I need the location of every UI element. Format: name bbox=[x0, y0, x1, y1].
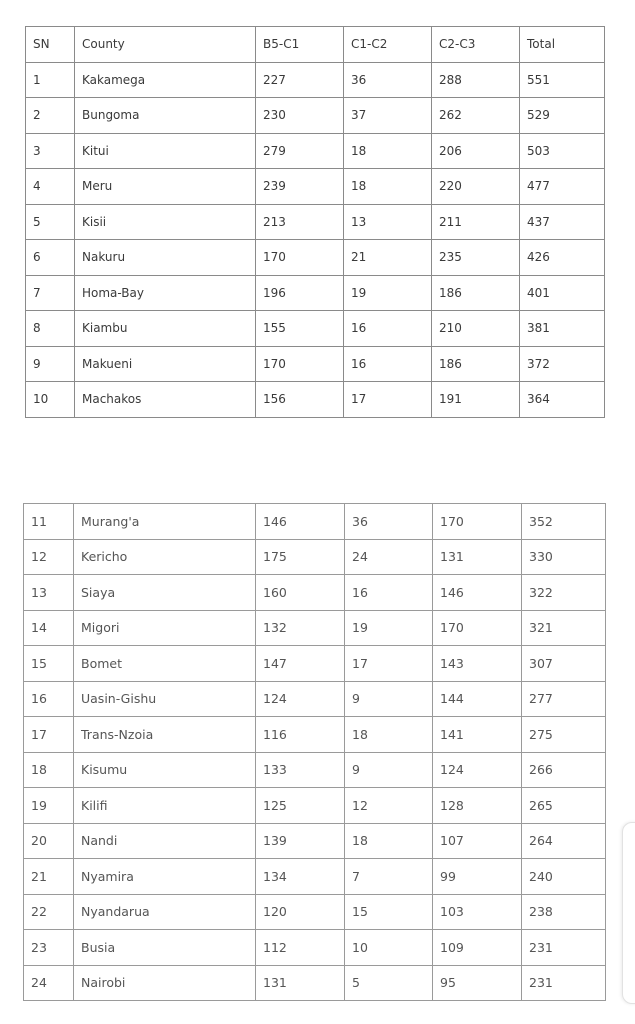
header-cell-c2-c3: C2-C3 bbox=[432, 27, 520, 63]
cell-c2-c3: 186 bbox=[432, 346, 520, 382]
cell-sn: 6 bbox=[26, 240, 75, 276]
cell-total: 551 bbox=[520, 62, 605, 98]
cell-sn: 7 bbox=[26, 275, 75, 311]
cell-total: 426 bbox=[520, 240, 605, 276]
cell-b5-c1: 213 bbox=[256, 204, 344, 240]
cell-sn: 21 bbox=[24, 859, 74, 895]
cell-total: 364 bbox=[520, 382, 605, 418]
table-row bbox=[24, 539, 606, 575]
cell-c2-c3: 141 bbox=[433, 717, 522, 753]
cell-c1-c2: 36 bbox=[344, 62, 432, 98]
table-row bbox=[24, 823, 606, 859]
cell-b5-c1: 156 bbox=[256, 382, 344, 418]
cell-c1-c2: 16 bbox=[345, 575, 433, 611]
cell-county: Uasin-Gishu bbox=[74, 681, 256, 717]
cell-b5-c1: 133 bbox=[256, 752, 345, 788]
cell-c1-c2: 17 bbox=[345, 646, 433, 682]
table-row bbox=[24, 504, 606, 540]
cell-sn: 5 bbox=[26, 204, 75, 240]
cell-county: Kakamega bbox=[75, 62, 256, 98]
table-top-body bbox=[26, 27, 605, 418]
cell-county: Kiambu bbox=[75, 311, 256, 347]
cell-c1-c2: 10 bbox=[345, 930, 433, 966]
cell-sn: 8 bbox=[26, 311, 75, 347]
table-row bbox=[24, 752, 606, 788]
cell-total: 238 bbox=[522, 894, 606, 930]
cell-total: 321 bbox=[522, 610, 606, 646]
cell-b5-c1: 170 bbox=[256, 346, 344, 382]
cell-total: 240 bbox=[522, 859, 606, 895]
cell-county: Siaya bbox=[74, 575, 256, 611]
cell-sn: 1 bbox=[26, 62, 75, 98]
cell-sn: 24 bbox=[24, 965, 74, 1001]
cell-b5-c1: 227 bbox=[256, 62, 344, 98]
table-row bbox=[24, 788, 606, 824]
cell-county: Murang'a bbox=[74, 504, 256, 540]
table-row bbox=[24, 894, 606, 930]
cell-county: Nyamira bbox=[74, 859, 256, 895]
header-cell-county: County bbox=[75, 27, 256, 63]
cell-county: Bomet bbox=[74, 646, 256, 682]
cell-b5-c1: 147 bbox=[256, 646, 345, 682]
floating-side-panel[interactable] bbox=[622, 822, 635, 1004]
cell-sn: 19 bbox=[24, 788, 74, 824]
table-row bbox=[26, 240, 605, 276]
cell-c2-c3: 206 bbox=[432, 133, 520, 169]
cell-total: 322 bbox=[522, 575, 606, 611]
cell-c1-c2: 18 bbox=[345, 823, 433, 859]
table-row bbox=[26, 346, 605, 382]
cell-c1-c2: 17 bbox=[344, 382, 432, 418]
cell-county: Kisumu bbox=[74, 752, 256, 788]
cell-county: Trans-Nzoia bbox=[74, 717, 256, 753]
cell-c2-c3: 143 bbox=[433, 646, 522, 682]
cell-c2-c3: 95 bbox=[433, 965, 522, 1001]
cell-c2-c3: 211 bbox=[432, 204, 520, 240]
cell-b5-c1: 131 bbox=[256, 965, 345, 1001]
cell-total: 330 bbox=[522, 539, 606, 575]
cell-county: Bungoma bbox=[75, 98, 256, 134]
county-ranking-table-top bbox=[25, 26, 605, 418]
cell-county: Nyandarua bbox=[74, 894, 256, 930]
cell-total: 401 bbox=[520, 275, 605, 311]
cell-sn: 22 bbox=[24, 894, 74, 930]
table-row bbox=[24, 575, 606, 611]
cell-b5-c1: 146 bbox=[256, 504, 345, 540]
table-row bbox=[24, 646, 606, 682]
cell-total: 381 bbox=[520, 311, 605, 347]
cell-c1-c2: 36 bbox=[345, 504, 433, 540]
cell-c1-c2: 24 bbox=[345, 539, 433, 575]
cell-county: Kilifi bbox=[74, 788, 256, 824]
cell-b5-c1: 279 bbox=[256, 133, 344, 169]
cell-b5-c1: 170 bbox=[256, 240, 344, 276]
cell-total: 437 bbox=[520, 204, 605, 240]
cell-c1-c2: 16 bbox=[344, 311, 432, 347]
cell-sn: 17 bbox=[24, 717, 74, 753]
cell-c1-c2: 13 bbox=[344, 204, 432, 240]
cell-total: 352 bbox=[522, 504, 606, 540]
cell-total: 277 bbox=[522, 681, 606, 717]
cell-total: 266 bbox=[522, 752, 606, 788]
cell-sn: 15 bbox=[24, 646, 74, 682]
cell-sn: 3 bbox=[26, 133, 75, 169]
cell-c1-c2: 5 bbox=[345, 965, 433, 1001]
cell-c1-c2: 18 bbox=[345, 717, 433, 753]
cell-b5-c1: 196 bbox=[256, 275, 344, 311]
cell-b5-c1: 120 bbox=[256, 894, 345, 930]
cell-c2-c3: 170 bbox=[433, 610, 522, 646]
cell-total: 372 bbox=[520, 346, 605, 382]
cell-c1-c2: 9 bbox=[345, 752, 433, 788]
table-bottom-body bbox=[24, 503, 606, 1001]
cell-sn: 16 bbox=[24, 681, 74, 717]
table-header-row bbox=[26, 27, 605, 63]
cell-sn: 20 bbox=[24, 823, 74, 859]
table-row bbox=[24, 717, 606, 753]
cell-c1-c2: 9 bbox=[345, 681, 433, 717]
cell-sn: 11 bbox=[24, 504, 74, 540]
cell-sn: 4 bbox=[26, 169, 75, 205]
cell-b5-c1: 175 bbox=[256, 539, 345, 575]
table-row bbox=[26, 133, 605, 169]
cell-c1-c2: 16 bbox=[344, 346, 432, 382]
table-row bbox=[24, 610, 606, 646]
cell-c2-c3: 191 bbox=[432, 382, 520, 418]
table-row bbox=[26, 382, 605, 418]
cell-total: 529 bbox=[520, 98, 605, 134]
cell-c2-c3: 99 bbox=[433, 859, 522, 895]
cell-total: 265 bbox=[522, 788, 606, 824]
cell-sn: 9 bbox=[26, 346, 75, 382]
cell-b5-c1: 160 bbox=[256, 575, 345, 611]
cell-c1-c2: 19 bbox=[344, 275, 432, 311]
cell-county: Kitui bbox=[75, 133, 256, 169]
table-row bbox=[26, 62, 605, 98]
cell-b5-c1: 134 bbox=[256, 859, 345, 895]
cell-c2-c3: 128 bbox=[433, 788, 522, 824]
cell-county: Nakuru bbox=[75, 240, 256, 276]
cell-c1-c2: 15 bbox=[345, 894, 433, 930]
cell-county: Makueni bbox=[75, 346, 256, 382]
table-row bbox=[26, 275, 605, 311]
cell-c1-c2: 37 bbox=[344, 98, 432, 134]
header-cell-sn: SN bbox=[26, 27, 75, 63]
cell-total: 264 bbox=[522, 823, 606, 859]
cell-b5-c1: 112 bbox=[256, 930, 345, 966]
cell-c2-c3: 210 bbox=[432, 311, 520, 347]
cell-county: Busia bbox=[74, 930, 256, 966]
cell-b5-c1: 230 bbox=[256, 98, 344, 134]
cell-county: Homa-Bay bbox=[75, 275, 256, 311]
cell-sn: 14 bbox=[24, 610, 74, 646]
table-row bbox=[24, 930, 606, 966]
cell-total: 307 bbox=[522, 646, 606, 682]
cell-sn: 23 bbox=[24, 930, 74, 966]
table-row bbox=[26, 311, 605, 347]
cell-b5-c1: 125 bbox=[256, 788, 345, 824]
cell-sn: 10 bbox=[26, 382, 75, 418]
table-row bbox=[24, 965, 606, 1001]
cell-total: 231 bbox=[522, 930, 606, 966]
cell-c2-c3: 262 bbox=[432, 98, 520, 134]
cell-sn: 12 bbox=[24, 539, 74, 575]
cell-c2-c3: 144 bbox=[433, 681, 522, 717]
header-cell-c1-c2: C1-C2 bbox=[344, 27, 432, 63]
cell-c1-c2: 12 bbox=[345, 788, 433, 824]
cell-c2-c3: 288 bbox=[432, 62, 520, 98]
table-row bbox=[24, 681, 606, 717]
cell-c2-c3: 109 bbox=[433, 930, 522, 966]
cell-county: Meru bbox=[75, 169, 256, 205]
cell-total: 477 bbox=[520, 169, 605, 205]
cell-c2-c3: 146 bbox=[433, 575, 522, 611]
cell-county: Nairobi bbox=[74, 965, 256, 1001]
table-row bbox=[26, 204, 605, 240]
header-cell-total: Total bbox=[520, 27, 605, 63]
cell-c2-c3: 107 bbox=[433, 823, 522, 859]
cell-b5-c1: 139 bbox=[256, 823, 345, 859]
cell-c2-c3: 186 bbox=[432, 275, 520, 311]
cell-b5-c1: 239 bbox=[256, 169, 344, 205]
cell-total: 503 bbox=[520, 133, 605, 169]
cell-c2-c3: 131 bbox=[433, 539, 522, 575]
table-row bbox=[26, 98, 605, 134]
cell-total: 275 bbox=[522, 717, 606, 753]
cell-b5-c1: 155 bbox=[256, 311, 344, 347]
cell-c2-c3: 220 bbox=[432, 169, 520, 205]
cell-b5-c1: 116 bbox=[256, 717, 345, 753]
cell-b5-c1: 132 bbox=[256, 610, 345, 646]
cell-c1-c2: 18 bbox=[344, 133, 432, 169]
cell-c2-c3: 235 bbox=[432, 240, 520, 276]
cell-c1-c2: 21 bbox=[344, 240, 432, 276]
cell-total: 231 bbox=[522, 965, 606, 1001]
cell-c2-c3: 103 bbox=[433, 894, 522, 930]
cell-sn: 18 bbox=[24, 752, 74, 788]
cell-county: Kisii bbox=[75, 204, 256, 240]
cell-c1-c2: 19 bbox=[345, 610, 433, 646]
cell-sn: 13 bbox=[24, 575, 74, 611]
cell-county: Machakos bbox=[75, 382, 256, 418]
cell-county: Kericho bbox=[74, 539, 256, 575]
cell-c1-c2: 7 bbox=[345, 859, 433, 895]
table-row bbox=[26, 169, 605, 205]
county-ranking-table-bottom bbox=[23, 503, 606, 1001]
header-cell-b5-c1: B5-C1 bbox=[256, 27, 344, 63]
cell-c1-c2: 18 bbox=[344, 169, 432, 205]
table-row bbox=[24, 859, 606, 895]
cell-county: Nandi bbox=[74, 823, 256, 859]
cell-c2-c3: 124 bbox=[433, 752, 522, 788]
cell-county: Migori bbox=[74, 610, 256, 646]
cell-sn: 2 bbox=[26, 98, 75, 134]
cell-c2-c3: 170 bbox=[433, 504, 522, 540]
cell-b5-c1: 124 bbox=[256, 681, 345, 717]
